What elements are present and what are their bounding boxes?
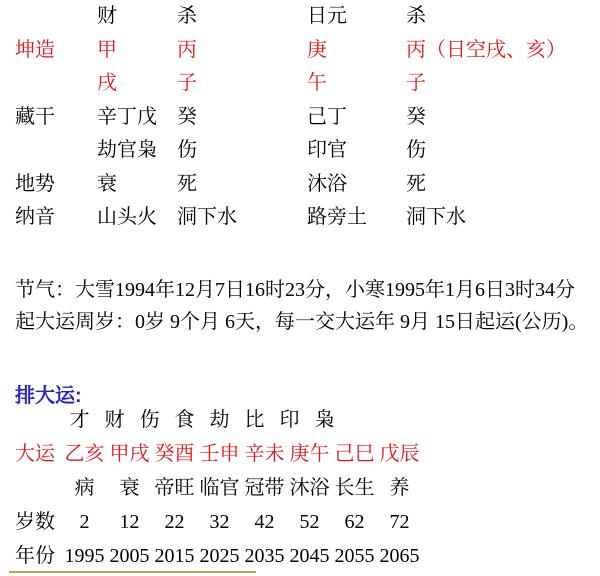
dayun-age: 72 bbox=[389, 511, 410, 533]
dayun-pillar: 壬申 bbox=[199, 443, 240, 465]
dayun-ten-god: 伤 bbox=[139, 409, 160, 431]
month-hidden-gods: 伤 bbox=[177, 139, 197, 161]
year-ten-god: 财 bbox=[97, 5, 117, 27]
day-stem: 庚 bbox=[307, 38, 327, 61]
row-label-empty bbox=[0, 134, 97, 168]
year-stem: 甲 bbox=[97, 38, 117, 61]
dayun-year: 2045 bbox=[289, 545, 330, 567]
dayun-ten-god: 枭 bbox=[314, 409, 335, 431]
nayin-label: 纳音 bbox=[15, 206, 55, 228]
row-label-empty bbox=[0, 67, 97, 101]
dayun-life-stage: 冠带 bbox=[244, 477, 285, 499]
month-life-stage: 死 bbox=[177, 172, 197, 195]
dayun-life-stage: 病 bbox=[74, 477, 95, 499]
dayun-row-ten-gods bbox=[0, 403, 422, 437]
month-ten-god: 杀 bbox=[177, 5, 197, 27]
hour-stem-with-void-note: 丙（日空戌、亥） bbox=[406, 38, 566, 61]
dayun-row-years bbox=[0, 539, 422, 573]
years-row-label: 年份 bbox=[15, 545, 55, 567]
dayun-age: 42 bbox=[254, 511, 275, 533]
dayun-year: 2035 bbox=[244, 545, 285, 567]
hour-life-stage: 死 bbox=[406, 172, 426, 195]
dayun-life-stage: 沐浴 bbox=[289, 477, 330, 499]
dayun-age: 22 bbox=[164, 511, 185, 533]
year-nayin: 山头火 bbox=[97, 206, 157, 228]
dayun-pillar: 戊辰 bbox=[379, 443, 420, 465]
dayun-ten-god: 食 bbox=[174, 409, 195, 431]
dayun-table bbox=[0, 403, 422, 573]
solar-terms-block bbox=[15, 275, 588, 338]
month-stem: 丙 bbox=[177, 38, 197, 61]
day-hidden-gods: 印官 bbox=[307, 139, 347, 161]
day-nayin: 路旁土 bbox=[307, 206, 367, 228]
month-hidden-stems: 癸 bbox=[177, 105, 197, 128]
day-life-stage: 沐浴 bbox=[307, 172, 347, 195]
hour-branch: 子 bbox=[406, 72, 426, 94]
year-hidden-gods: 劫官枭 bbox=[97, 139, 157, 161]
dayun-year: 2015 bbox=[154, 545, 195, 567]
dayun-year: 2065 bbox=[379, 545, 420, 567]
dayun-year: 2005 bbox=[109, 545, 150, 567]
dayun-age: 2 bbox=[79, 511, 90, 533]
dayun-pillar: 辛未 bbox=[244, 443, 285, 465]
dayun-pillar: 甲戌 bbox=[109, 443, 150, 465]
dayun-section-title: 排大运: bbox=[15, 385, 82, 407]
four-pillars-table bbox=[0, 0, 600, 235]
dayun-pillar: 乙亥 bbox=[64, 443, 105, 465]
dayun-age: 62 bbox=[344, 511, 365, 533]
dayun-life-stage: 帝旺 bbox=[154, 477, 195, 499]
dayun-row-ages bbox=[0, 505, 422, 539]
luck-start-line: 起大运周岁：0岁 9个月 6天，每一交大运年 9月 15日起运(公历)。 bbox=[15, 310, 589, 333]
divider-line bbox=[9, 571, 256, 573]
dayun-age: 12 bbox=[119, 511, 140, 533]
day-hidden-stems: 己丁 bbox=[307, 105, 347, 128]
dayun-ten-god: 财 bbox=[104, 409, 125, 431]
day-branch: 午 bbox=[307, 72, 327, 94]
dayun-row-pillars bbox=[0, 437, 422, 471]
life-stage-label: 地势 bbox=[15, 172, 55, 195]
dayun-ten-god: 比 bbox=[244, 409, 265, 431]
day-master-label: 日元 bbox=[307, 5, 347, 27]
year-hidden-stems: 辛丁戊 bbox=[97, 105, 157, 128]
dayun-life-stage: 临官 bbox=[199, 477, 240, 499]
dayun-year: 2025 bbox=[199, 545, 240, 567]
dayun-pillar: 己巳 bbox=[334, 443, 375, 465]
dayun-year: 2055 bbox=[334, 545, 375, 567]
row-label-empty bbox=[0, 0, 97, 34]
solar-terms-line: 节气：大雪1994年12月7日16时23分，小寒1995年1月6日3时34分 bbox=[15, 279, 575, 301]
dayun-year: 1995 bbox=[64, 545, 105, 567]
dayun-ten-god: 才 bbox=[69, 409, 90, 431]
dayun-pillar: 庚午 bbox=[289, 443, 330, 465]
hour-hidden-stems: 癸 bbox=[406, 105, 426, 128]
chart-type-label: 坤造 bbox=[15, 38, 55, 61]
month-nayin: 洞下水 bbox=[177, 206, 237, 228]
row-label-empty bbox=[0, 403, 62, 437]
dayun-ten-god: 劫 bbox=[209, 409, 230, 431]
dayun-row-life-stages bbox=[0, 471, 422, 505]
hour-ten-god: 杀 bbox=[406, 5, 426, 27]
hidden-stems-label: 藏干 bbox=[15, 105, 55, 128]
year-branch: 戌 bbox=[97, 72, 117, 94]
hour-hidden-gods: 伤 bbox=[406, 139, 426, 161]
ages-row-label: 岁数 bbox=[15, 511, 55, 533]
dayun-life-stage: 长生 bbox=[334, 477, 375, 499]
dayun-row-label: 大运 bbox=[15, 443, 55, 465]
month-branch: 子 bbox=[177, 72, 197, 94]
dayun-age: 52 bbox=[299, 511, 320, 533]
dayun-life-stage: 养 bbox=[389, 477, 410, 499]
dayun-age: 32 bbox=[209, 511, 230, 533]
dayun-life-stage: 衰 bbox=[119, 477, 140, 499]
row-label-empty bbox=[0, 471, 62, 505]
hour-nayin: 洞下水 bbox=[406, 206, 466, 228]
dayun-pillar: 癸酉 bbox=[154, 443, 195, 465]
dayun-ten-god: 印 bbox=[279, 409, 300, 431]
year-life-stage: 衰 bbox=[97, 172, 117, 195]
